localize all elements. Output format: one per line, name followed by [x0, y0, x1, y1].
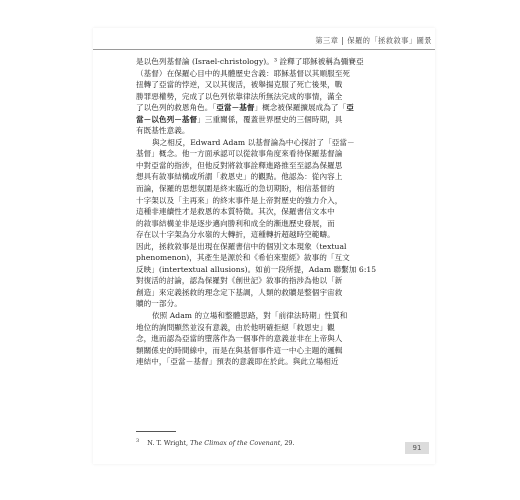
text-line: 十字架以及「主再來」的終末事件是上帝對歷史的強力介入， — [136, 195, 343, 205]
running-header — [315, 36, 432, 46]
bold-term: 亞當－基督 — [216, 103, 255, 113]
text-line: 有既基性意義。 — [136, 126, 190, 136]
page-number: 91 — [405, 442, 429, 454]
text-line: 創造」來定義拯救的理念定下基調，人類的救贖是整個宇宙救 — [136, 287, 343, 297]
text-line: 類關係史的時間線中，而是在與基督事件這一中心主題的邏輯 — [136, 345, 343, 355]
header-section: 保羅的「拯救敘事」圖景 — [347, 36, 432, 45]
bold-term: 當－以色列－基督 — [136, 114, 198, 124]
text-line — [136, 102, 408, 114]
header-rule — [93, 49, 435, 50]
header-separator — [342, 37, 343, 45]
text-line: 存在以十字架為分水嶺的大轉折，這種轉折超越時空範疇。 — [136, 230, 335, 240]
text-line: 念，進而認為亞當的墮落作為一個事件的意義並非在上帝與人 — [136, 334, 343, 344]
text-line: 反映」(intertextual allusions)。如前一段所提，Adam 聯繫加 6:15 — [136, 264, 377, 274]
footnote-title: The Climax of the Covenant, — [190, 439, 283, 448]
text-segment: 當－以色列－基督」三重關係，覆蓋世界歷史的三個時期，具 — [136, 114, 343, 124]
text-line — [136, 114, 408, 126]
footnote-number: 3 — [136, 438, 140, 444]
text-line: 連結中，「亞當－基督」預表的意義即在於此。與此立場相近 — [136, 357, 339, 367]
header-chapter: 第三章 — [315, 36, 339, 45]
paragraph-start-line: 與之相反，Edward Adam 以基督論為中心探討了「亞當－ — [152, 137, 355, 147]
text-line: 的敘事結構並非是逐步邁向勝利和成全的漸進歷史發展，而 — [136, 218, 335, 228]
text-line: 贖的一部分。 — [136, 299, 182, 309]
text-line: 對復活的討論，認為保羅對《創世記》敘事的指涉為他以「新 — [136, 276, 343, 286]
paragraph-start-line: 依照 Adam 的立場和整體思路，對「前律法時期」性質和 — [152, 311, 348, 321]
bold-term: 亞 — [346, 103, 354, 113]
text-line: 因此，拯救敘事是出現在保羅書信中的個別文本現象（textual — [136, 241, 347, 251]
text-line: 扭轉了亞當的悖逆，又以其復活，被舉揚克服了死亡後果，戰 — [136, 80, 343, 90]
text-line: 想具有敘事結構或所謂「救恩史」的觀點。他認為：從內容上 — [136, 172, 343, 182]
text-line: 這種非連續性才是救恩的本質特徵。其次，保羅書信文本中 — [136, 207, 335, 217]
footnote-page: 29. — [284, 439, 295, 448]
text-line: 而論，保羅的思想氛圍是終末臨近的急切期盼，相信基督的 — [136, 184, 335, 194]
text-line: 是以色列基督論 (Israel-christology)。³ 詮釋了耶穌被稱為彌賽亞 — [136, 57, 364, 66]
footnote — [136, 438, 295, 447]
text-line: 地位的詢問顯然並沒有意義，由於他明確拒絕「救恩史」觀 — [136, 322, 335, 332]
book-page — [93, 28, 435, 464]
text-line: 勝罪惡權勢，完成了以色列依靠律法所無法完成的事情，滿全 — [136, 91, 343, 101]
text-line: 中對亞當的指涉，但他反對將敘事詮釋進路推至至認為保羅思 — [136, 160, 343, 170]
footnote-rule — [136, 431, 176, 432]
text-line: （基督）在保羅心目中的具體歷史含義：耶穌基督以其順服至死 — [136, 68, 351, 78]
text-line: phenomenon)，其產生是源於和《希伯來聖經》敘事的「互文 — [136, 253, 350, 263]
text-segment: 了以色列的救恩角色。「亞當－基督」概念被保羅擴展成為了「亞 — [136, 103, 354, 113]
footnote-author: N. T. Wright, — [147, 439, 189, 448]
main-text — [136, 56, 408, 368]
text-line: 基督」概念。他一方面承認可以從敘事角度來看待保羅基督論 — [136, 149, 343, 159]
